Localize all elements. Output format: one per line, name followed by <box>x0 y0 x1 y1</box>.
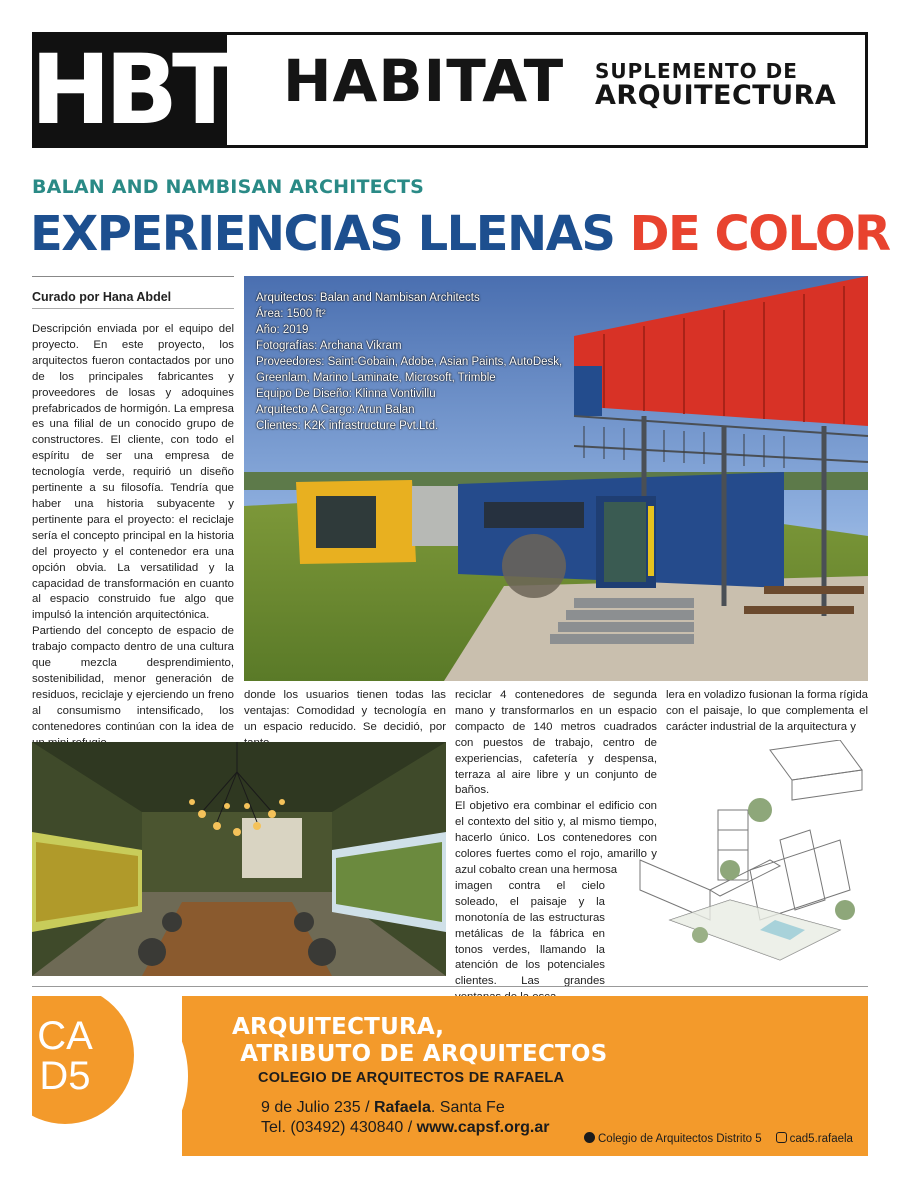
text-column-1 <box>32 322 234 751</box>
paragraph: imagen contra el cielo soleado, el paisaje y la monotonía de las estructuras metálicas de la fábrica en tonos verdes, llamando la atención de los potenciales clientes. Las grandes <box>455 879 605 988</box>
headline-part-1: EXPERIENCIAS LLENAS <box>30 206 630 262</box>
ad-contact <box>261 1098 549 1138</box>
instagram-link[interactable] <box>776 1132 853 1145</box>
main-photo <box>244 276 868 681</box>
project-credits <box>256 290 562 434</box>
ad-phone-web <box>261 1118 549 1138</box>
hbt-logo: HBT <box>30 34 232 146</box>
ad-headline <box>232 1014 607 1068</box>
architect-firm: BALAN AND NAMBISAN ARCHITECTS <box>32 176 425 198</box>
ad-logo-ring <box>32 996 188 1156</box>
facebook-label: Colegio de Arquitectos Distrito 5 <box>598 1133 762 1145</box>
credit-line: Arquitectos: Balan and Nambisan Architects <box>256 292 480 304</box>
logo-line-1: CA <box>37 1014 93 1058</box>
axonometric-image <box>610 740 870 972</box>
social-links <box>584 1132 853 1145</box>
phone: Tel. (03492) 430840 / <box>261 1119 417 1136</box>
paragraph: lera en voladizo fusionan la forma rígida con el paisaje, lo que complementa el carácter industrial de la arquitectura y <box>666 689 868 733</box>
divider <box>32 986 868 987</box>
divider <box>32 308 234 309</box>
axonometric-drawing <box>610 740 870 972</box>
facebook-link[interactable] <box>584 1132 762 1145</box>
supplement-line-1: SUPLEMENTO DE <box>595 59 798 83</box>
facebook-icon <box>584 1132 595 1143</box>
paragraph: donde los usuarios tienen todas las ventajas: Comodidad y tecnología en un espacio reducido. Se decidió, por <box>244 689 446 733</box>
headline-part-2: DE COLOR <box>629 206 890 262</box>
cad5-logo <box>32 996 134 1124</box>
ad-address <box>261 1098 549 1118</box>
divider <box>32 276 234 277</box>
supplement-label <box>595 61 836 110</box>
paragraph: Descripción enviada por el equipo del proyecto. En este proyecto, los arquitectos fueron contactados por uno de los principales fabricantes y proveedores de losas y adoquines prefabricados de hormigón. La empresa es una filial de un conocido grupo de constructores. El cliente, con todo el espíritu de ser una empresa de tecnología verde, requirió un diseño pertinente a su filosofía. Tendría que haber una historia subyacente y pertinente para el proyecto: el reciclaje sería el concepto principal en la historia del proyecto y el contenedor era una opción obvia. La versatilidad y la capacidad de transformación en cuanto al espacio construido fue algo que impulsó la intención arquitectónica. <box>32 323 234 622</box>
cad5-advertisement <box>32 996 868 1156</box>
credit-line: Proveedores: Saint-Gobain, Adobe, Asian Paints, AutoDesk, <box>256 356 563 368</box>
address-province: . Santa Fe <box>430 1099 505 1116</box>
address-street: 9 de Julio 235 / <box>261 1099 374 1116</box>
ad-organization: COLEGIO DE ARQUITECTOS DE RAFAELA <box>258 1070 565 1086</box>
supplement-line-2: ARQUITECTURA <box>595 80 837 111</box>
credit-line: Arquitecto A Cargo: Arun Balan <box>256 404 415 416</box>
paragraph: El objetivo era combinar el edificio con el contexto del sitio y, al mismo tiempo, hacerlo único. Los contenedores con colores fuertes como el rojo, amarillo y azul cobalto crean una hermosa <box>455 800 657 876</box>
ad-headline-line-1: ARQUITECTURA, <box>232 1014 445 1040</box>
logo-line-2: D5 <box>39 1054 91 1098</box>
credit-line: Greenlam, Marino Laminate, Microsoft, Trimble <box>256 372 496 384</box>
text-column-4 <box>666 688 868 736</box>
website-link[interactable]: www.capsf.org.ar <box>416 1119 550 1136</box>
interior-image <box>32 742 446 976</box>
address-city: Rafaela <box>373 1099 431 1116</box>
credit-line: Clientes: K2K infrastructure Pvt.Ltd. <box>256 420 439 432</box>
publication-title: HABITAT <box>283 47 565 115</box>
instagram-icon <box>776 1132 787 1143</box>
ad-headline-line-2: ATRIBUTO DE ARQUITECTOS <box>232 1041 608 1067</box>
credit-line: Área: 1500 ft² <box>256 308 326 320</box>
credit-line: Fotografías: Archana Vikram <box>256 340 402 352</box>
masthead <box>32 32 868 148</box>
byline: Curado por Hana Abdel <box>32 290 172 304</box>
paragraph: reciclar 4 contenedores de segunda mano y transformarlos en un espacio compacto de 140 metros cuadrados con puestos de trabajo, centro de experiencias, cafetería y despensa, terraza al aire libre y un conjunto de baños. <box>455 689 657 797</box>
paragraph: Partiendo del concepto de espacio de trabajo compacto dentro de una cultura que mezcla desprendimiento, sostenibilidad, menor generación de residuos, reciclaje y ejerciendo un freno al consumismo intensificado, los contenedores continúan con la idea de <box>32 625 234 733</box>
article-headline <box>30 206 890 262</box>
interior-photo <box>32 742 446 976</box>
credit-line: Equipo De Diseño: Klinna Vontivillu <box>256 388 436 400</box>
instagram-label: cad5.rafaela <box>789 1133 853 1145</box>
credit-line: Año: 2019 <box>256 324 309 336</box>
